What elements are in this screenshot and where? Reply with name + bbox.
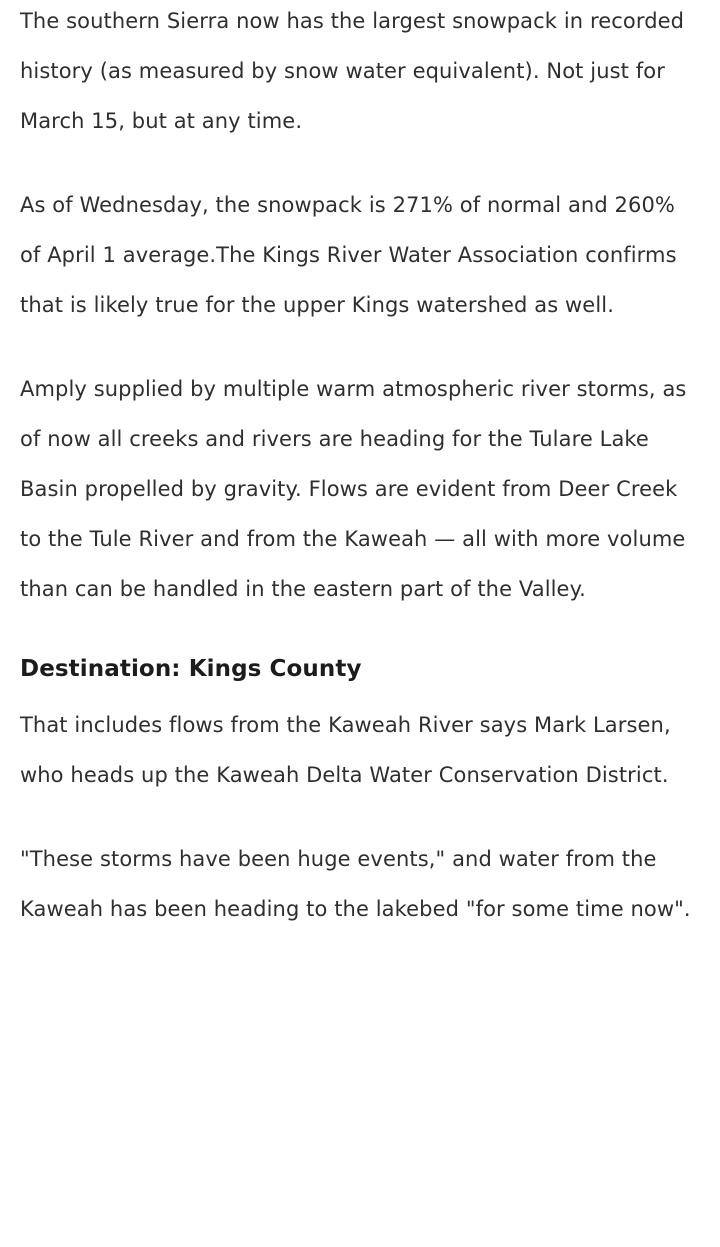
- paragraph-snowpack-percent: As of Wednesday, the snowpack is 271% of normal and 260% of April 1 average.The Kings River Water Association confirms that is likely true for the upper Kings watershed as well.: [20, 193, 677, 317]
- paragraph-atmospheric-rivers: Amply supplied by multiple warm atmospheric river storms, as of now all creeks and rivers are heading for the Tulare Lake Basin propelled by gravity. Flows are evident from Deer Creek to the Tule River and from the Kaweah — all with more volume than can be handled in the eastern part of the Valley.: [20, 377, 687, 601]
- subheading-destination-kings-county: Destination: Kings County: [20, 656, 362, 682]
- paragraph-storms-quote: "These storms have been huge events," and water from the Kaweah has been heading to the lakebed "for some time now".: [20, 847, 691, 921]
- paragraph-kaweah-river-larsen: That includes flows from the Kaweah River says Mark Larsen, who heads up the Kaweah Delta Water Conservation District.: [20, 713, 671, 787]
- paragraph-snowpack-record: The southern Sierra now has the largest snowpack in recorded history (as measured by snow water equivalent). Not just for March 15, but at any time.: [20, 9, 685, 133]
